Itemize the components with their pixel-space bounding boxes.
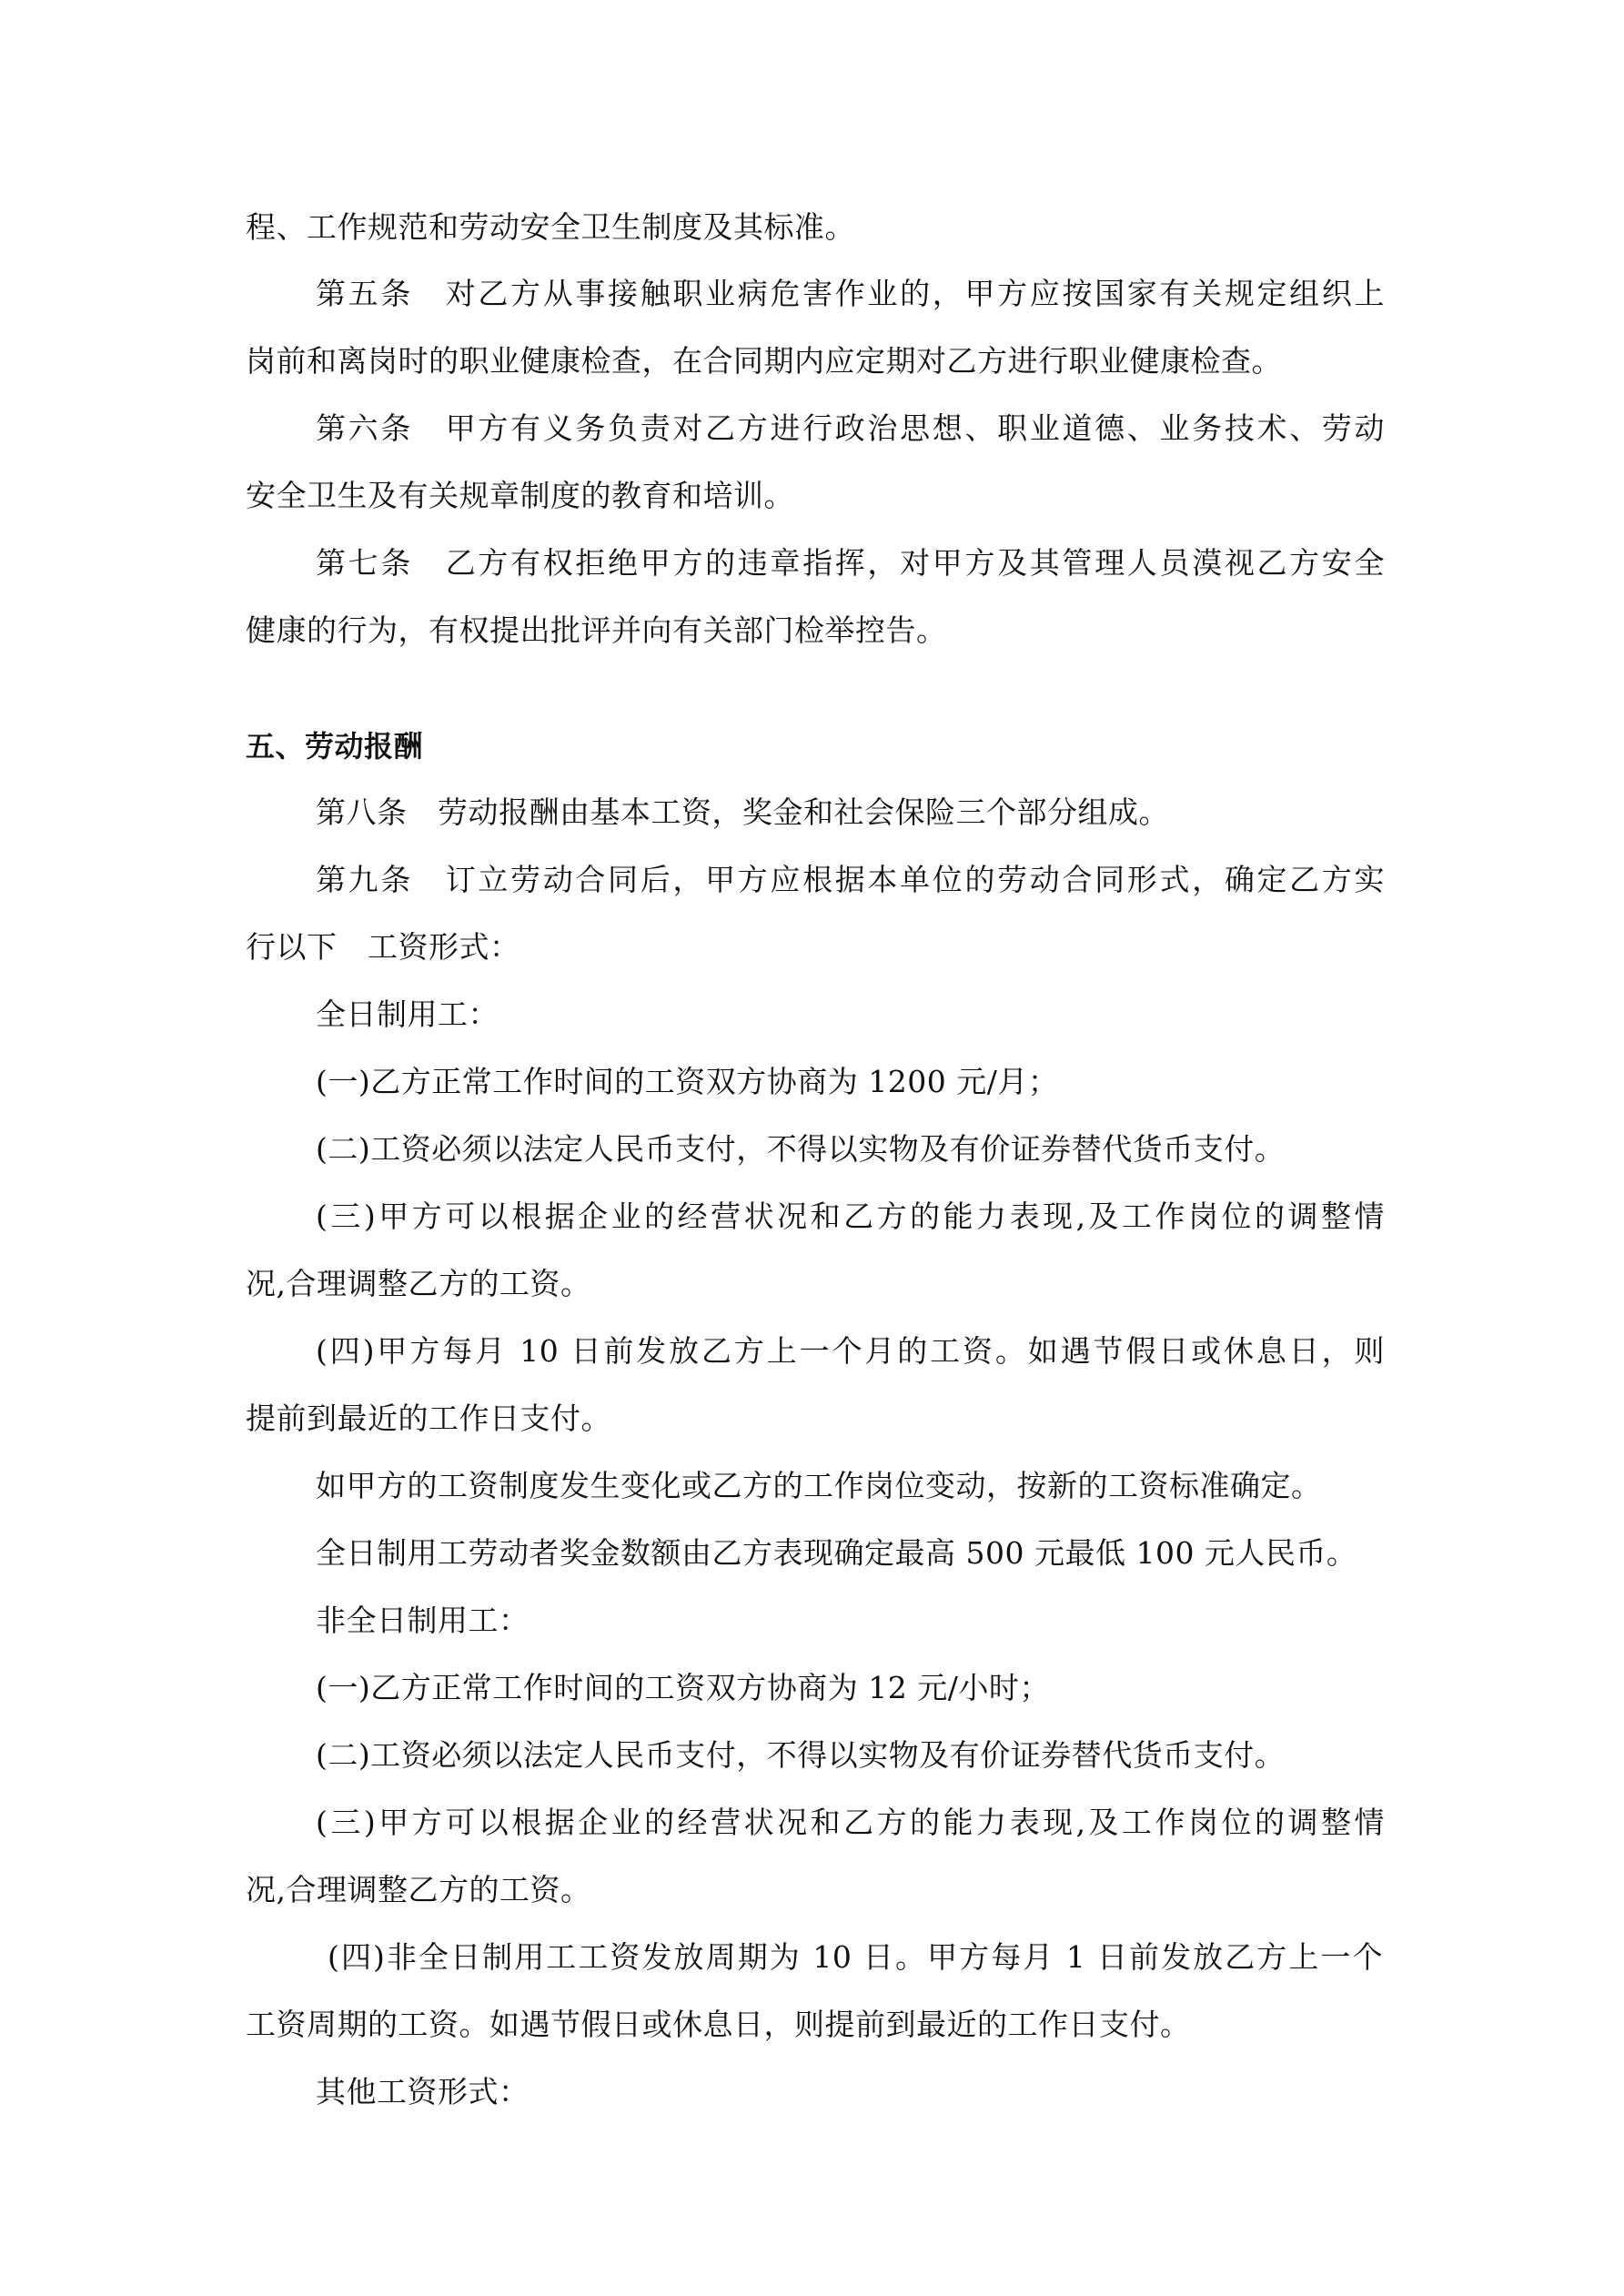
article-7-line-2: 健康的行为，有权提出批评并向有关部门检举控告。 — [246, 612, 947, 648]
wage-change-line: 如甲方的工资制度发生变化或乙方的工作岗位变动，按新的工资标准确定。 — [316, 1468, 1322, 1503]
full-time-item-4-line-1: (四)甲方每月 10 日前发放乙方上一个月的工资。如遇节假日或休息日，则 — [316, 1333, 1385, 1369]
article-9-line-1: 第九条 订立劳动合同后，甲方应根据本单位的劳动合同形式，确定乙方实 — [316, 862, 1385, 897]
part-time-item-4-line-1: (四)非全日制用工工资发放周期为 10 日。甲方每月 1 日前发放乙方上一个 — [328, 1939, 1383, 1975]
full-time-item-3-line-1: (三)甲方可以根据企业的经营状况和乙方的能力表现,及工作岗位的调整情 — [316, 1199, 1385, 1234]
part-time-item-4-line-2: 工资周期的工资。如遇节假日或休息日，则提前到最近的工作日支付。 — [246, 2007, 1191, 2042]
other-wage-forms-label: 其他工资形式： — [316, 2074, 530, 2109]
article-6-line-2: 安全卫生及有关规章制度的教育和培训。 — [246, 478, 794, 513]
part-time-item-3-line-1: (三)甲方可以根据企业的经营状况和乙方的能力表现,及工作岗位的调整情 — [316, 1805, 1385, 1840]
full-time-item-3-line-2: 况,合理调整乙方的工资。 — [246, 1266, 591, 1301]
section-heading: 五、劳动报酬 — [246, 729, 424, 764]
full-time-item-4-line-2: 提前到最近的工作日支付。 — [246, 1401, 611, 1436]
bonus-line: 全日制用工劳动者奖金数额由乙方表现确定最高 500 元最低 100 元人民币。 — [316, 1535, 1357, 1571]
article-6-line-1: 第六条 甲方有义务负责对乙方进行政治思想、职业道德、业务技术、劳动 — [316, 410, 1385, 446]
article-7-line-1: 第七条 乙方有权拒绝甲方的违章指挥，对甲方及其管理人员漠视乙方安全 — [316, 545, 1385, 581]
article-5-line-2: 岗前和离岗时的职业健康检查，在合同期内应定期对乙方进行职业健康检查。 — [246, 343, 1282, 379]
full-time-label: 全日制用工： — [316, 996, 499, 1032]
full-time-item-1: (一)乙方正常工作时间的工资双方协商为 1200 元/月； — [316, 1064, 1059, 1099]
part-time-item-3-line-2: 况,合理调整乙方的工资。 — [246, 1872, 591, 1907]
article-8-line: 第八条 劳动报酬由基本工资，奖金和社会保险三个部分组成。 — [316, 794, 1169, 830]
article-9-line-2: 行以下 工资形式： — [246, 929, 520, 965]
article-5-line-1: 第五条 对乙方从事接触职业病危害作业的，甲方应按国家有关规定组织上 — [316, 276, 1385, 311]
text-line: 程、工作规范和劳动安全卫生制度及其标准。 — [246, 209, 855, 245]
full-time-item-2: (二)工资必须以法定人民币支付，不得以实物及有价证券替代货币支付。 — [316, 1131, 1286, 1167]
part-time-item-1: (一)乙方正常工作时间的工资双方协商为 12 元/小时； — [316, 1670, 1050, 1705]
part-time-item-2: (二)工资必须以法定人民币支付，不得以实物及有价证券替代货币支付。 — [316, 1737, 1286, 1773]
part-time-label: 非全日制用工： — [316, 1603, 530, 1638]
